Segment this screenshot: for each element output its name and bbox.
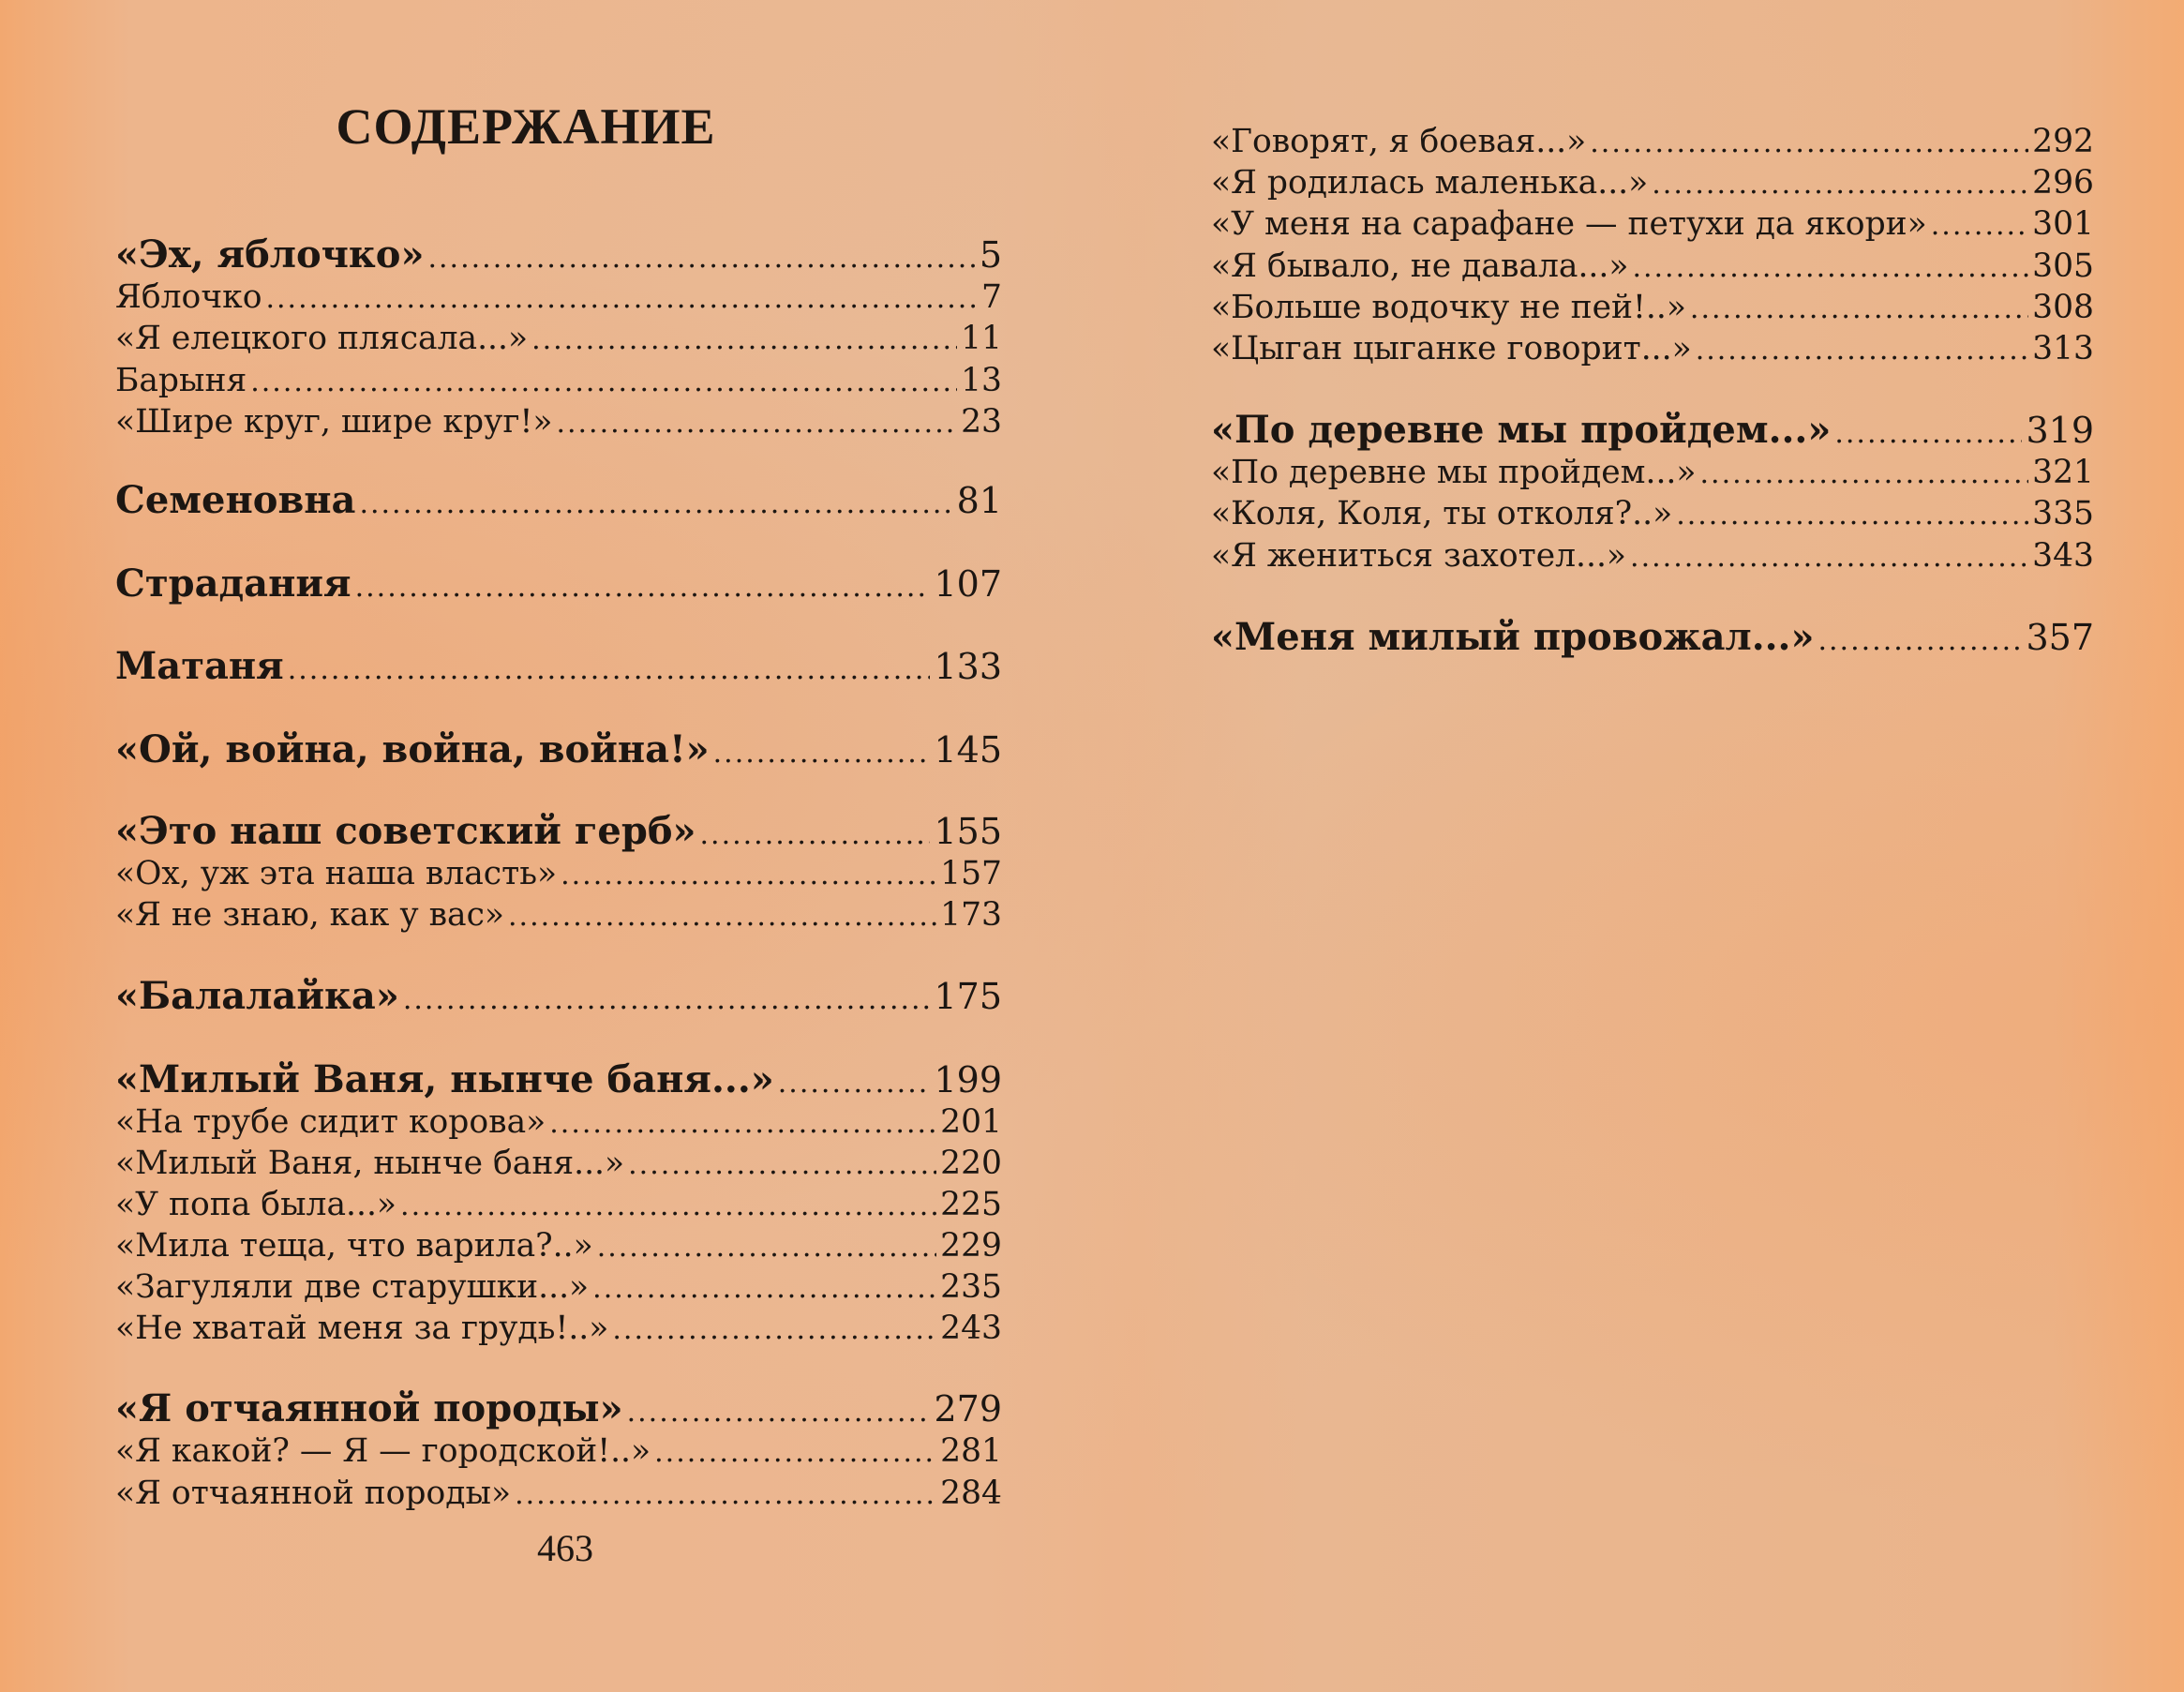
entry-page-number: 107 — [934, 562, 1002, 605]
dot-leader — [508, 900, 936, 933]
toc-section-entry — [1211, 408, 2094, 452]
entry-title: «Это наш советский герб» — [115, 808, 696, 853]
toc-entry — [1211, 537, 2094, 575]
entry-title: Матаня — [115, 643, 284, 688]
entry-title: «Я отчаянной породы» — [115, 1474, 512, 1512]
toc-entry — [115, 855, 1002, 892]
toc-entry — [1211, 247, 2094, 285]
dot-leader — [1818, 624, 2022, 657]
entry-page-number: 308 — [2032, 288, 2094, 326]
dot-leader — [561, 859, 936, 891]
entry-title: Яблочко — [115, 277, 262, 316]
entry-page-number: 281 — [940, 1431, 1002, 1470]
entry-title: «Больше водочку не пей!..» — [1211, 288, 1686, 326]
dot-leader — [1690, 292, 2028, 325]
toc-section-entry — [115, 1057, 1002, 1101]
entry-page-number: 199 — [934, 1058, 1002, 1101]
toc-entry — [115, 1186, 1002, 1223]
entry-page-number: 7 — [981, 277, 1002, 316]
dot-leader — [700, 818, 931, 851]
dot-leader — [628, 1148, 936, 1181]
dot-leader — [531, 323, 957, 356]
entry-page-number: 301 — [2032, 204, 2094, 243]
dot-leader — [515, 1478, 936, 1511]
toc-section-entry — [115, 562, 1002, 606]
entry-page-number: 155 — [934, 810, 1002, 852]
entry-page-number: 5 — [979, 233, 1002, 276]
entry-title: «Эх, яблочко» — [115, 232, 425, 277]
dot-leader — [427, 242, 975, 275]
entry-title: «Я жениться захотел...» — [1211, 536, 1627, 575]
entry-page-number: 321 — [2032, 453, 2094, 491]
entry-title: «На трубе сидит корова» — [115, 1102, 546, 1141]
toc-entry — [1211, 330, 2094, 367]
entry-page-number: 201 — [940, 1102, 1002, 1141]
toc-entry — [115, 1227, 1002, 1265]
dot-leader — [612, 1313, 936, 1346]
dot-leader — [597, 1231, 936, 1264]
toc-entry — [1211, 454, 2094, 491]
toc-section-entry — [115, 644, 1002, 688]
dot-leader — [1931, 209, 2028, 242]
toc-section-entry — [115, 478, 1002, 522]
entry-title: «Меня милый провожал...» — [1211, 614, 1815, 659]
dot-leader — [1630, 541, 2028, 574]
entry-title: «Я бывало, не давала...» — [1211, 247, 1629, 285]
entry-title: «Я елецкого плясала...» — [115, 319, 529, 357]
entry-page-number: 11 — [961, 319, 1002, 357]
entry-page-number: 284 — [940, 1474, 1002, 1512]
toc-entry — [1211, 289, 2094, 326]
toc-entry — [115, 1103, 1002, 1141]
entry-page-number: 157 — [940, 854, 1002, 892]
toc-entry — [115, 1432, 1002, 1470]
entry-title: «Говорят, я боевая...» — [1211, 122, 1587, 160]
right-page — [1211, 0, 2094, 1692]
entry-page-number: 229 — [940, 1226, 1002, 1265]
toc-entry — [115, 1145, 1002, 1182]
toc-entry — [1211, 205, 2094, 243]
toc-entry — [115, 403, 1002, 441]
toc-section-entry — [115, 809, 1002, 853]
entry-page-number: 145 — [934, 728, 1002, 771]
entry-title: «Мила теща, что варила?..» — [115, 1226, 593, 1265]
entry-page-number: 335 — [2032, 494, 2094, 532]
entry-title: «Балалайка» — [115, 973, 399, 1018]
dot-leader — [1834, 417, 2022, 450]
dot-leader — [1652, 168, 2028, 201]
entry-page-number: 133 — [934, 645, 1002, 687]
toc-entry — [115, 278, 1002, 316]
toc-section-entry — [115, 232, 1002, 277]
entry-title: «Я отчаянной породы» — [115, 1385, 623, 1430]
toc-entry — [1211, 123, 2094, 160]
entry-title: «Не хватай меня за грудь!..» — [115, 1309, 609, 1347]
toc-section-entry — [115, 974, 1002, 1018]
entry-title: «Я какой? — Я — городской!..» — [115, 1431, 651, 1470]
toc-section-entry — [115, 1386, 1002, 1430]
entry-title: «По деревне мы пройдем...» — [1211, 453, 1697, 491]
entry-page-number: 357 — [2026, 616, 2094, 658]
dot-leader — [654, 1436, 936, 1469]
entry-page-number: 319 — [2026, 409, 2094, 451]
entry-title: Страдания — [115, 561, 352, 606]
dot-leader — [1696, 334, 2028, 367]
dot-leader — [627, 1396, 931, 1429]
dot-leader — [556, 407, 957, 440]
entry-page-number: 13 — [961, 361, 1002, 399]
entry-page-number: 173 — [940, 895, 1002, 934]
dot-leader — [250, 366, 957, 398]
entry-page-number: 235 — [940, 1267, 1002, 1306]
toc-entry — [1211, 164, 2094, 202]
dot-leader — [778, 1067, 931, 1100]
entry-page-number: 81 — [956, 479, 1002, 521]
dot-leader — [1590, 127, 2028, 159]
entry-title: «Шире круг, шире круг!» — [115, 402, 553, 441]
entry-title: «Милый Ваня, нынче баня...» — [115, 1144, 625, 1182]
entry-page-number: 243 — [940, 1309, 1002, 1347]
page-number: 463 — [537, 1527, 593, 1569]
toc-section-entry — [1211, 615, 2094, 659]
toc-entry — [115, 1268, 1002, 1306]
dot-leader — [1676, 499, 2028, 532]
dot-leader — [1632, 251, 2028, 284]
entry-title: «Ой, война, война, война!» — [115, 726, 710, 771]
entry-title: «Милый Ваня, нынче баня...» — [115, 1056, 774, 1101]
entry-page-number: 305 — [2032, 247, 2094, 285]
entry-page-number: 343 — [2032, 536, 2094, 575]
toc-section-entry — [115, 727, 1002, 771]
dot-leader — [265, 282, 978, 315]
dot-leader — [1700, 457, 2029, 490]
toc-entry — [1211, 495, 2094, 532]
entry-title: «Я не знаю, как у вас» — [115, 895, 505, 934]
entry-page-number: 296 — [2032, 163, 2094, 202]
entry-page-number: 225 — [940, 1185, 1002, 1223]
entry-page-number: 292 — [2032, 122, 2094, 160]
entry-title: Барыня — [115, 361, 247, 399]
entry-title: «Загуляли две старушки...» — [115, 1267, 590, 1306]
toc-entry — [115, 320, 1002, 357]
entry-title: «Цыган цыганке говорит...» — [1211, 329, 1692, 367]
dot-leader — [355, 571, 931, 604]
toc-entry — [115, 362, 1002, 399]
dot-leader — [549, 1107, 936, 1140]
entry-title: «Я родилась маленька...» — [1211, 163, 1649, 202]
entry-page-number: 23 — [961, 402, 1002, 441]
dot-leader — [400, 1190, 936, 1222]
dot-leader — [359, 487, 952, 520]
entry-title: «По деревне мы пройдем...» — [1211, 407, 1832, 452]
entry-page-number: 220 — [940, 1144, 1002, 1182]
entry-page-number: 175 — [934, 975, 1002, 1017]
dot-leader — [403, 983, 931, 1016]
entry-title: «У попа была...» — [115, 1185, 397, 1223]
entry-title: «Ох, уж эта наша власть» — [115, 854, 558, 892]
entry-title: Семеновна — [115, 477, 356, 522]
left-page — [115, 0, 1002, 1692]
dot-leader — [713, 737, 931, 770]
entry-page-number: 279 — [934, 1387, 1002, 1430]
entry-title: «У меня на сарафане — петухи да якори» — [1211, 204, 1927, 243]
toc-entry — [115, 1310, 1002, 1347]
dot-leader — [288, 653, 931, 686]
page-title: СОДЕРЖАНИЕ — [336, 98, 716, 155]
entry-page-number: 313 — [2032, 329, 2094, 367]
toc-entry — [115, 1475, 1002, 1512]
toc-entry — [115, 896, 1002, 934]
entry-title: «Коля, Коля, ты отколя?..» — [1211, 494, 1673, 532]
dot-leader — [592, 1272, 936, 1305]
